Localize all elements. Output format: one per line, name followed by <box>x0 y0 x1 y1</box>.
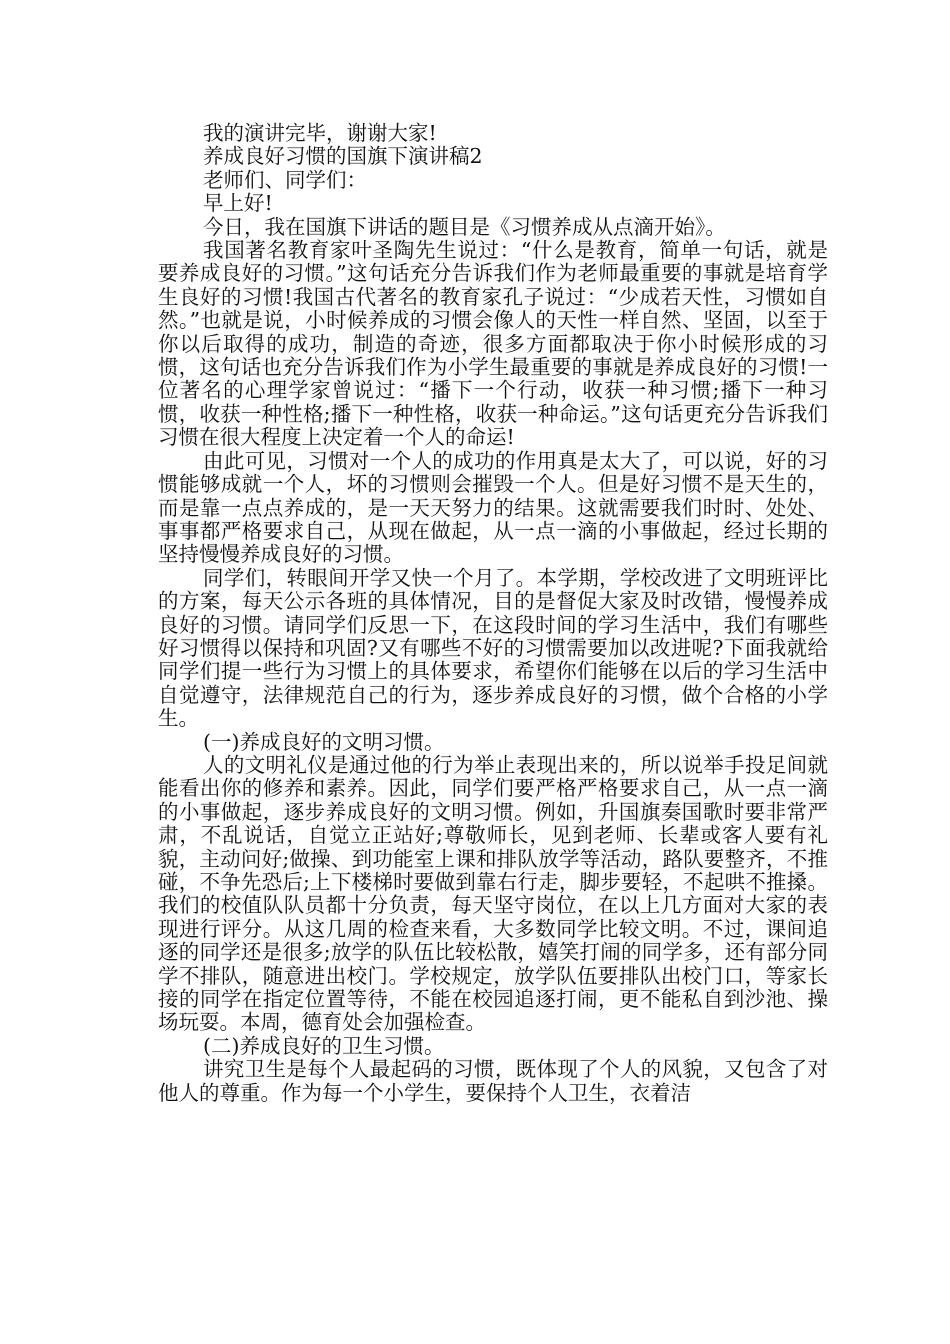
salutation: 老师们、同学们： <box>203 167 367 192</box>
paragraph: 由此可见，习惯对一个人的成功的作用真是太大了，可以说，好的习惯能够成就一个人，坏的习惯则会摧毁一个人。但是好习惯不是天生的，而是靠一点点养成的，是一天天努力的结果。这就需要我们时时、处处、事事都严格要求自己，从现在做起，从一点一滴的小事做起，经过长期的坚持慢慢养成良好的习惯。 <box>158 448 828 567</box>
closing-line: 我的演讲完毕，谢谢大家! <box>203 121 437 145</box>
paragraph: 同学们，转眼间开学又快一个月了。本学期，学校改进了文明班评比的方案，每天公示各班的具体情况，目的是督促大家及时改错，慢慢养成良好的习惯。请同学们反思一下，在这段时间的学习生活中，我们有哪些好习惯得以保持和巩固?又有哪些不好的习惯需要加以改进呢?下面我就给同学们提一些行为习惯上的具体要求，希望你们能够在以后的学习生活中自觉遵守，法律规范自己的行为，逐步养成良好的习惯，做个合格的小学生。 <box>158 565 828 731</box>
paragraph: 人的文明礼仪是通过他的行为举止表现出来的，所以说举手投足间就能看出你的修养和素养。因此，同学们要严格严格要求自己，从一点一滴的小事做起，逐步养成良好的文明习惯。例如，升国旗奏国歌时要非常严肃，不乱说话，自觉立正站好;尊敬师长，见到老师、长辈或客人要有礼貌，主动问好;做操、到功能室上课和排队放学等活动，路队要整齐，不推碰，不争先恐后;上下楼梯时要做到靠右行走，脚步要轻，不起哄不推搡。我们的校值队队员都十分负责，每天坚守岗位，在以上几方面对大家的表现进行评分。从这几周的检查来看，大多数同学比较文明。不过，课间追逐的同学还是很多;放学的队伍比较松散，嬉笑打闹的同学多，还有部分同学不排队，随意进出校门。学校规定，放学队伍要排队出校门口，等家长接的同学在指定位置等待，不能在校园追逐打闹，更不能私自到沙池、操场玩耍。本周，德育处会加强检查。 <box>158 752 828 1035</box>
section-heading: (一)养成良好的文明习惯。 <box>203 729 445 754</box>
paragraph: 我国著名教育家叶圣陶先生说过：“什么是教育，简单一句话，就是要养成良好的习惯。”这句话充分告诉我们作为老师最重要的事就是培育学生良好的习惯!我国古代著名的教育家孔子说过：“少成若天性，习惯如自然。”也就是说，小时候养成的习惯会像人的天性一样自然、坚固，以至于你以后取得的成功，制造的奇迹，很多方面都取决于你小时候形成的习惯，这句话也充分告诉我们作为小学生最重要的事就是养成良好的习惯!一位著名的心理学家曾说过：“播下一个行动，收获一种习惯;播下一种习惯，收获一种性格;播下一种性格，收获一种命运。”这句话更充分告诉我们习惯在很大程度上决定着一个人的命运! <box>158 238 828 450</box>
paragraph: 讲究卫生是每个人最起码的习惯，既体现了个人的风貌，又包含了对他人的尊重。作为每一个小学生，要保持个人卫生，衣着洁 <box>158 1057 828 1105</box>
speech-title: 养成良好习惯的国旗下演讲稿2 <box>203 144 483 169</box>
document-page <box>158 122 828 1105</box>
paragraph-topic: 今日，我在国旗下讲话的题目是《习惯养成从点滴开始》。 <box>203 214 726 239</box>
section-heading: (二)养成良好的卫生习惯。 <box>203 1033 445 1058</box>
greeting: 早上好! <box>203 191 273 216</box>
